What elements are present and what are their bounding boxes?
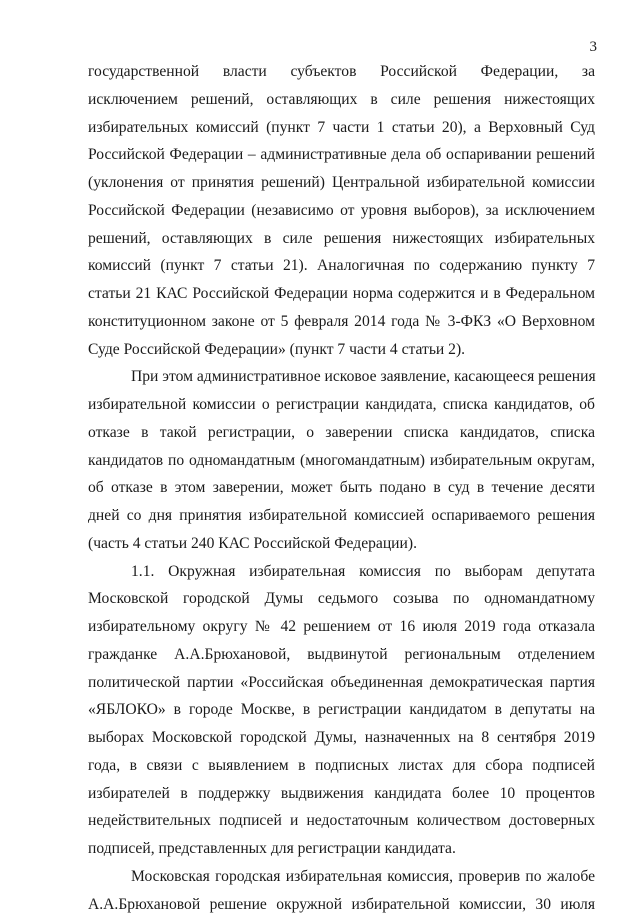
text-line: статьи 21 КАС Российской Федерации норма содержится и в Федеральном [88, 280, 595, 308]
text-line: дней со дня принятия избирательной комиссией оспариваемого решения [88, 502, 595, 530]
text-line: политической партии «Российская объединенная демократическая партия [88, 669, 595, 697]
text-line: конституционном законе от 5 февраля 2014 года № 3-ФКЗ «О Верховном [88, 308, 595, 336]
text-line: отказе в такой регистрации, о заверении списка кандидатов, списка [88, 419, 595, 447]
text-line: 1.1. Окружная избирательная комиссия по выборам депутата [88, 558, 595, 586]
text-line: об отказе в этом заверении, может быть подано в суд в течение десяти [88, 474, 595, 502]
text-line: А.А.Брюхановой решение окружной избирательной комиссии, 30 июля [88, 891, 595, 918]
text-line: подписей, представленных для регистрации кандидата. [88, 835, 595, 863]
page-number: 3 [590, 38, 598, 56]
text-line: «ЯБЛОКО» в городе Москве, в регистрации кандидатом в депутаты на [88, 696, 595, 724]
text-line: При этом административное исковое заявление, касающееся решения [88, 363, 595, 391]
document-body [88, 58, 595, 918]
text-line: гражданке А.А.Брюхановой, выдвинутой региональным отделением [88, 641, 595, 669]
text-line: Московской городской Думы седьмого созыва по одномандатному [88, 585, 595, 613]
text-line: Российской Федерации (независимо от уровня выборов), за исключением [88, 197, 595, 225]
text-line: избирателей в поддержку выдвижения кандидата более 10 процентов [88, 780, 595, 808]
text-line: Суде Российской Федерации» (пункт 7 части 4 статьи 2). [88, 336, 595, 364]
text-line: исключением решений, оставляющих в силе решения нижестоящих [88, 86, 595, 114]
text-line: недействительных подписей и недостаточным количеством достоверных [88, 807, 595, 835]
text-line: (уклонения от принятия решений) Центральной избирательной комиссии [88, 169, 595, 197]
text-line: решений, оставляющих в силе решения нижестоящих избирательных [88, 225, 595, 253]
text-line: кандидатов по одномандатным (многомандатным) избирательным округам, [88, 447, 595, 475]
text-line: избирательных комиссий (пункт 7 части 1 статьи 20), а Верховный Суд [88, 114, 595, 142]
text-line: года, в связи с выявлением в подписных листах для сбора подписей [88, 752, 595, 780]
text-line: Российской Федерации – административные дела об оспаривании решений [88, 141, 595, 169]
text-line: избирательной комиссии о регистрации кандидата, списка кандидатов, об [88, 391, 595, 419]
text-line: выборах Московской городской Думы, назначенных на 8 сентября 2019 [88, 724, 595, 752]
text-line: комиссий (пункт 7 статьи 21). Аналогичная по содержанию пункту 7 [88, 252, 595, 280]
text-line: избирательному округу № 42 решением от 16 июля 2019 года отказала [88, 613, 595, 641]
text-line: государственной власти субъектов Российской Федерации, за [88, 58, 595, 86]
text-line: (часть 4 статьи 240 КАС Российской Федерации). [88, 530, 595, 558]
text-line: Московская городская избирательная комиссия, проверив по жалобе [88, 863, 595, 891]
